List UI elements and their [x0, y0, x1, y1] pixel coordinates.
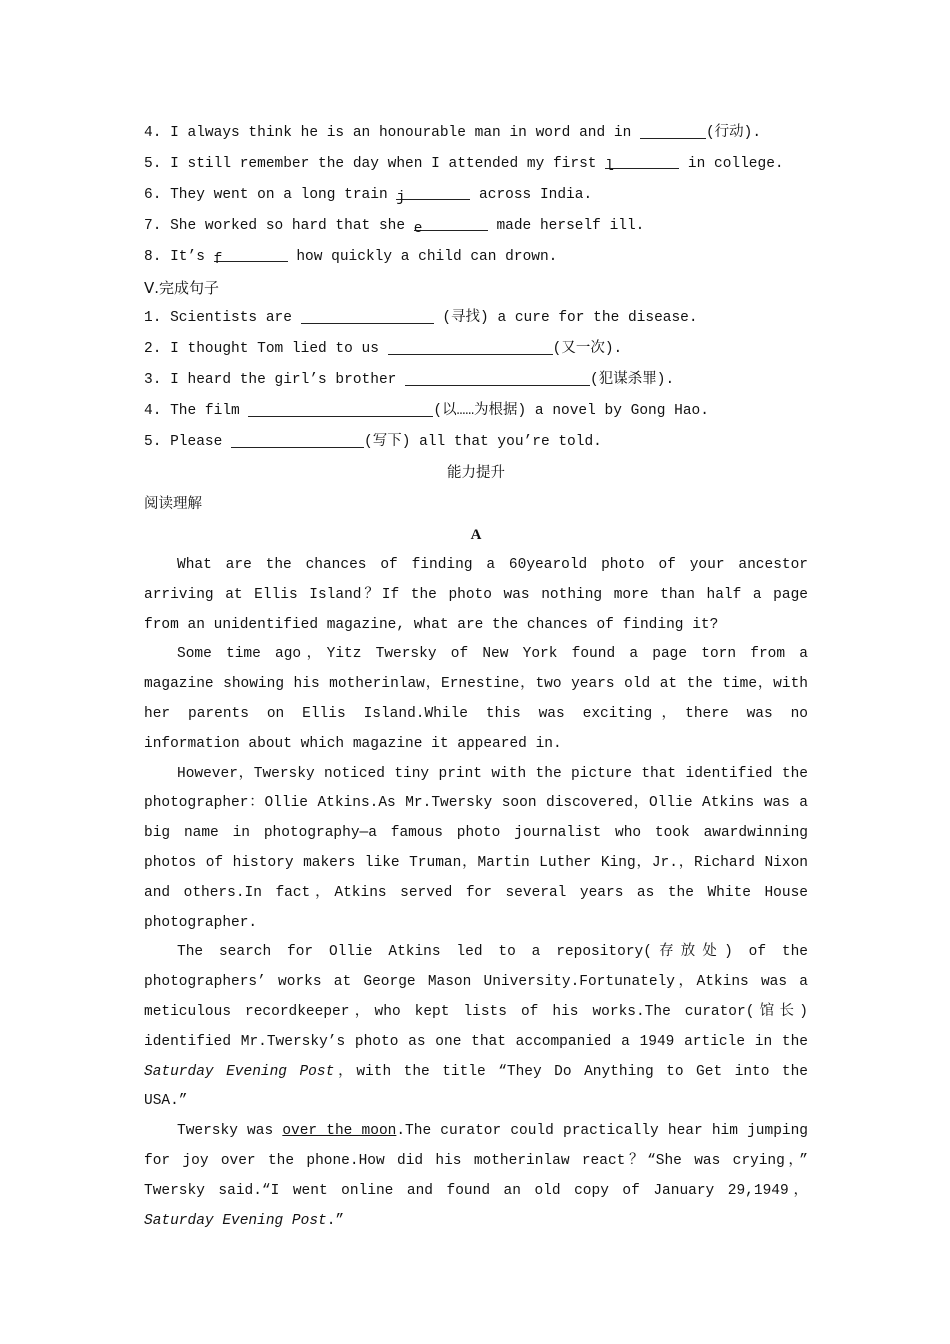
hint-letter: l [605, 159, 614, 175]
vocab-text: in college. [679, 156, 784, 172]
vocab-item-5 [144, 149, 808, 180]
sentence-text: (寻找) a cure for the disease. [433, 310, 698, 326]
passage-letter: A [470, 527, 482, 543]
underlined-phrase: over the moon [282, 1123, 397, 1140]
sentence-item-1 [144, 303, 808, 334]
vocab-item-4 [144, 118, 808, 149]
sentence-text: 3. I heard the girl’s brother [144, 372, 406, 388]
paragraph-2 [144, 640, 808, 759]
sentence-item-2 [144, 334, 808, 365]
answer-blank[interactable] [396, 183, 470, 206]
sentence-text: (以……为根据) a novel by Gong Hao. [433, 403, 709, 419]
sentence-item-5 [144, 427, 808, 458]
worksheet-page [144, 118, 808, 1236]
vocab-text: 7. She worked so hard that she [144, 218, 414, 234]
answer-blank[interactable] [248, 400, 433, 417]
vocab-item-8 [144, 242, 808, 273]
paragraph-text: .” [326, 1212, 345, 1229]
paragraph-3 [144, 760, 808, 939]
sentence-text: 2. I thought Tom lied to us [144, 341, 388, 357]
answer-blank[interactable] [301, 307, 434, 324]
vocab-item-7 [144, 211, 808, 242]
answer-blank[interactable] [405, 369, 590, 386]
sentence-item-3 [144, 365, 808, 396]
answer-blank[interactable] [413, 214, 488, 237]
hint-letter: j [396, 190, 406, 206]
paragraph-text: Some time ago，Yitz Twersky of New York found a page torn from a magazine showing his motherinlaw，Ernestine，two years old at the time，with her parents on Ellis Island.While this was exciting，there was no information about which magazine it appeared in. [144, 646, 808, 752]
sentence-text: 4. The film [144, 403, 249, 419]
vocab-text: 8. It’s [144, 249, 214, 265]
vocab-text: 4. I always think he is an honourable man in word and in [144, 125, 640, 141]
paragraph-1 [144, 551, 808, 640]
vocab-text: 6. They went on a long train [144, 187, 397, 203]
paragraph-text: ，with the title “They Do Anything to Get into the USA.” [144, 1063, 809, 1110]
reading-heading: 阅读理解 [144, 496, 202, 512]
vocab-text: how quickly a child can drown. [287, 249, 558, 265]
answer-blank[interactable] [388, 338, 553, 355]
publication-title: Saturday Evening Post [144, 1063, 335, 1080]
paragraph-4 [144, 938, 808, 1117]
sentence-text: 5. Please [144, 434, 232, 450]
section-title: Ⅴ.完成句子 [144, 279, 220, 297]
ability-heading: 能力提升 [447, 465, 505, 481]
vocab-text: across India. [470, 187, 593, 203]
vocab-item-6 [144, 180, 808, 211]
sentence-item-4 [144, 396, 808, 427]
paragraph-5 [144, 1117, 808, 1236]
answer-blank[interactable] [231, 431, 364, 448]
hint-letter: e [413, 221, 423, 237]
vocab-text: 5. I still remember the day when I attended my first [144, 156, 606, 172]
sentence-text: (又一次). [552, 341, 623, 357]
sentence-text: (写下) all that you’re told. [364, 434, 602, 450]
answer-blank[interactable] [605, 152, 679, 175]
vocab-text: (行动). [705, 125, 762, 141]
paragraph-text: However，Twersky noticed tiny print with the picture that identified the photographer：Ollie Atkins.As Mr.Twersky soon discovered，Ollie Atkins was a big name in photography—a famous photo journalist who took awardwinning photos of history makers like Truman，Martin Luther King，Jr.，Richard Nixon and others.In fact，Atkins served for several years as the White House photographer. [144, 765, 808, 931]
answer-blank[interactable] [640, 122, 706, 139]
paragraph-text: What are the chances of finding a 60yearold photo of your ancestor arriving at Ellis Island？If the photo was nothing more than half a page from an unidentified magazine, what are the chances of finding it? [144, 557, 808, 633]
answer-blank[interactable] [213, 245, 288, 268]
sentence-text: 1. Scientists are [144, 310, 301, 326]
publication-title: Saturday Evening Post [144, 1212, 327, 1229]
hint-letter: f [213, 252, 223, 268]
paragraph-text: Twersky was [177, 1123, 283, 1140]
vocab-text: made herself ill. [487, 218, 645, 234]
paragraph-text: .The curator could practically hear him jumping for joy over the phone.How did his motherinlaw react？“She was crying，” Twersky said.“I went online and found an old copy of January 29,1949， [144, 1123, 809, 1199]
paragraph-text: The search for Ollie Atkins led to a repository(存放处) of the photographers’ works at George Mason University.Fortunately，Atkins was a meticulous recordkeeper，who kept lists of his works.The curator(馆长) identified Mr.Twersky’s photo as one that accompanied a 1949 article in the [144, 944, 808, 1050]
sentence-text: (犯谋杀罪). [590, 372, 675, 388]
